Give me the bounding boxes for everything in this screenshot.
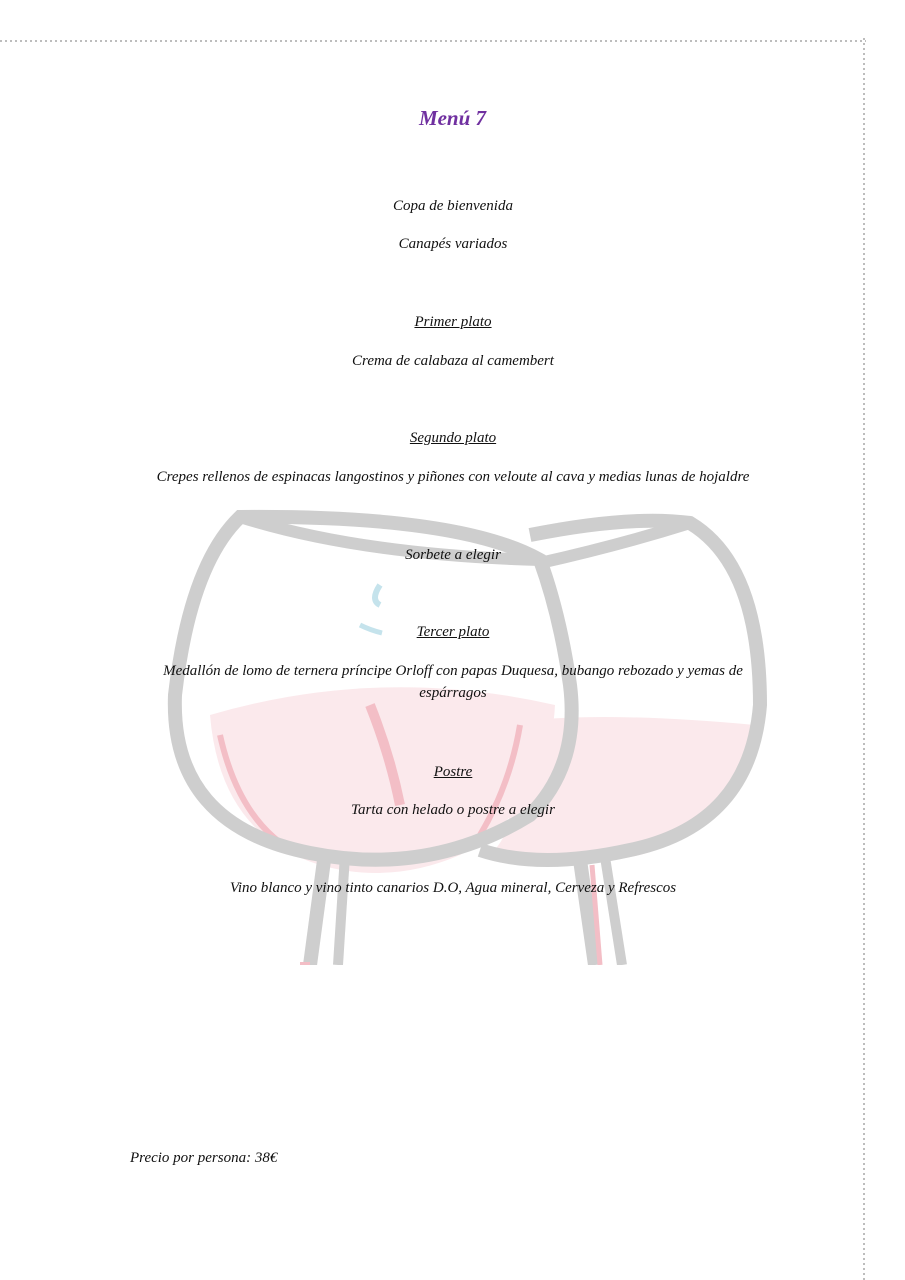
- third-course-dish: Medallón de lomo de ternera príncipe Orloff con papas Duquesa, bubango rebozado y yemas de espárragos: [163, 663, 743, 701]
- welcome-canapes: Canapés variados: [398, 236, 508, 252]
- welcome-drink: Copa de bienvenida: [393, 198, 513, 214]
- drinks-line: Vino blanco y vino tinto canarios D.O, Agua mineral, Cerveza y Refrescos: [229, 880, 677, 896]
- dessert-heading: Postre: [433, 764, 473, 780]
- first-course-dish: Crema de calabaza al camembert: [352, 353, 554, 369]
- first-course-heading: Primer plato: [414, 314, 492, 330]
- menu-title: Menú 7: [418, 106, 487, 130]
- price-per-person: Precio por persona: 38€: [130, 1150, 278, 1166]
- third-course-heading: Tercer plato: [416, 624, 490, 640]
- second-course-heading: Segundo plato: [409, 430, 497, 446]
- sorbet-line: Sorbete a elegir: [405, 547, 501, 563]
- second-course-dish: Crepes rellenos de espinacas langostinos y piñones con veloute al cava y medias lunas de hojaldre: [156, 469, 750, 485]
- dessert-dish: Tarta con helado o postre a elegir: [351, 802, 555, 818]
